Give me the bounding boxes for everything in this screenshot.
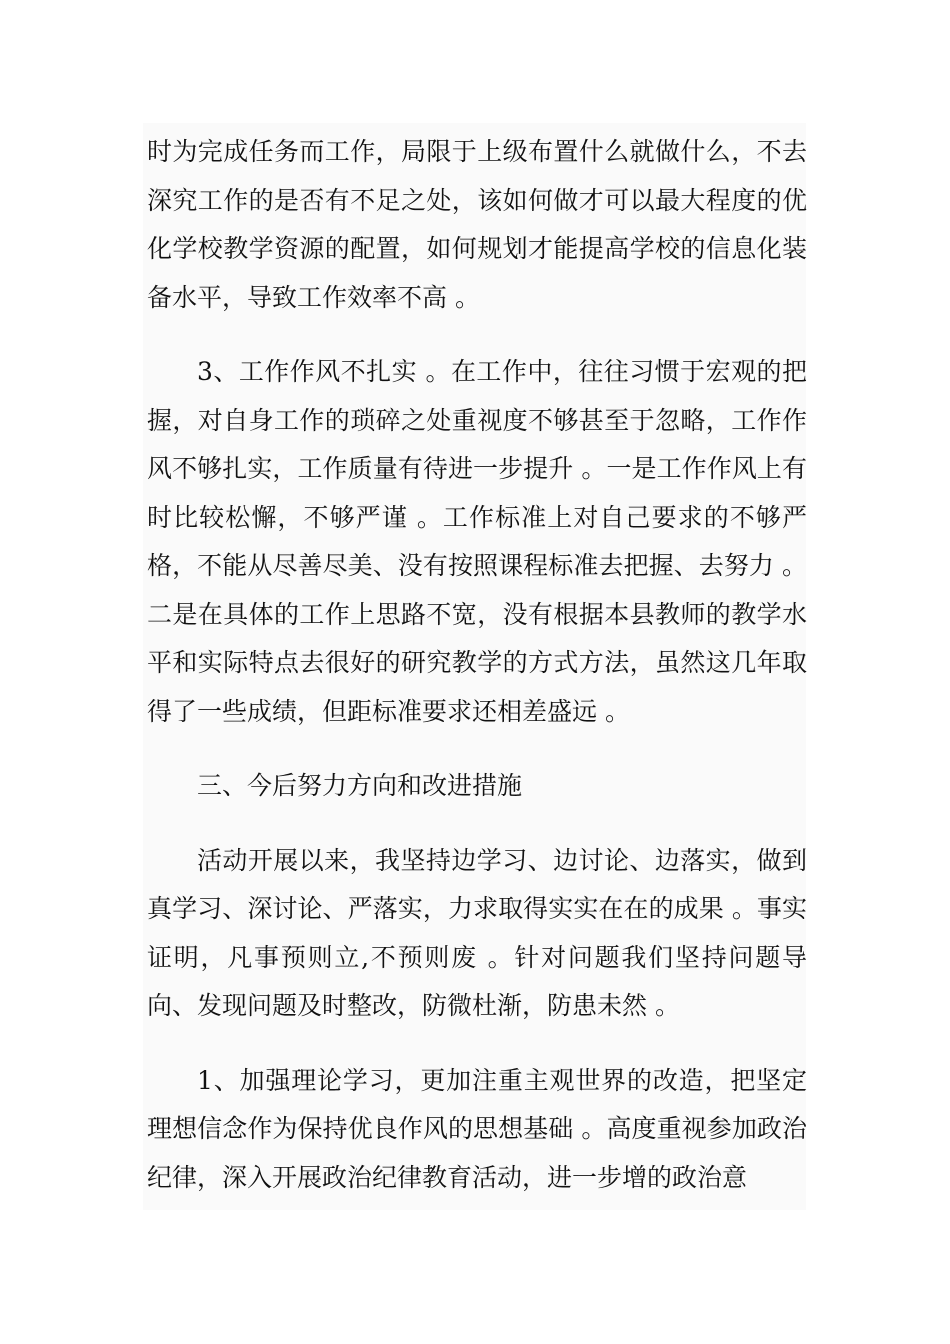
paragraph-activity: 活动开展以来，我坚持边学习、边讨论、边落实，做到真学习、深讨论、严落实，力求取得实实在在的成果 。事实证明，凡事预则立,不预则废 。针对问题我们坚持问题导向、发现问题及时整改，防微杜渐，防患未然 。 <box>147 845 807 1020</box>
paragraph-work-style: 3、工作作风不扎实 。在工作中，往往习惯于宏观的把握，对自身工作的琐碎之处重视度不够甚至于忽略，工作作风不够扎实，工作质量有待进一步提升 。一是工作作风上有时比较松懈，不够严谨 。工作标准上对自己要求的不够严格，不能从尽善尽美、没有按照课程标准去把握、去努力 。二是在具体的工作上思路不宽，没有根据本县教师的教学水平和实际特点去很好的研究教学的方式方法，虽然这几年取得了一些成绩，但距标准要求还相差盛远 。 <box>147 357 807 726</box>
paragraph-theory-study: 1、加强理论学习，更加注重主观世界的改造，把坚定理想信念作为保持优良作风的思想基础 。高度重视参加政治纪律，深入开展政治纪律教育活动，进一步增的政治意 <box>147 1065 807 1192</box>
section-heading: 三、今后努力方向和改进措施 <box>197 771 523 800</box>
document-body <box>147 128 807 1228</box>
paragraph-continuation: 时为完成任务而工作，局限于上级布置什么就做什么，不去深究工作的是否有不足之处，该如何做才可以最大程度的优化学校教学资源的配置，如何规划才能提高学校的信息化装备水平，导致工作效率不高 。 <box>147 137 807 312</box>
